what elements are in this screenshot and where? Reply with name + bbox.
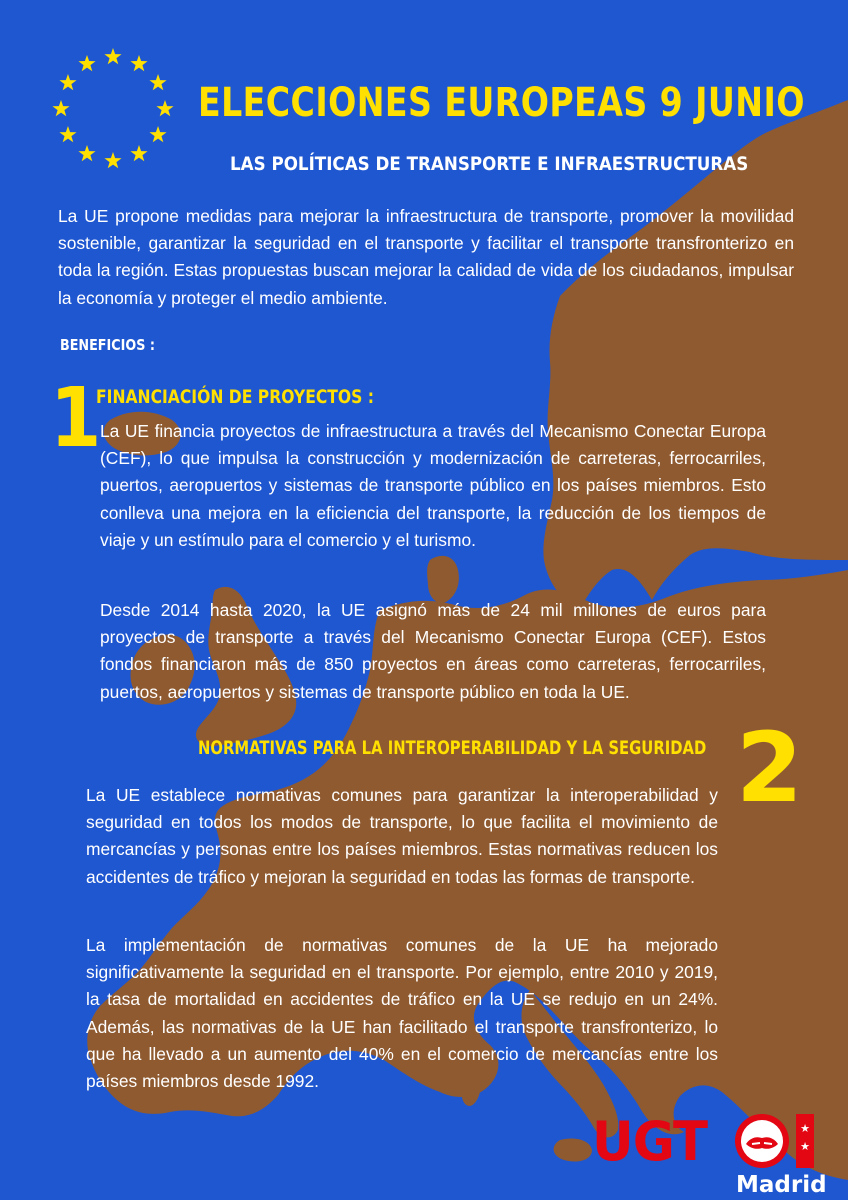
eu-star-icon (104, 48, 121, 64)
section-2-number: 2 (736, 712, 803, 824)
eu-star-icon (156, 100, 173, 116)
benefits-label: BENEFICIOS : (60, 336, 155, 354)
eu-star-icon (130, 55, 147, 71)
eu-star-icon (149, 126, 166, 142)
eu-star-icon (130, 145, 147, 161)
page-title: ELECCIONES EUROPEAS 9 JUNIO (198, 80, 805, 126)
intro-paragraph: La UE propone medidas para mejorar la infraestructura de transporte, promover la movilidad sostenible, garantizar la seguridad en el transporte y facilitar el transporte transfronterizo en toda la región. Estas propuestas buscan mejorar la calidad de vida de los ciudadanos, impulsar la economía y proteger el medio ambiente. (58, 206, 794, 308)
eu-star-icon (59, 74, 76, 90)
eu-star-icon (78, 145, 95, 161)
eu-star-icon (78, 55, 95, 71)
ugt-logo-text: UGT (592, 1110, 708, 1173)
section-1-paragraph-2: Desde 2014 hasta 2020, la UE asignó más de 24 mil millones de euros para proyectos de transporte a través del Mecanismo Conectar Europa (CEF). Estos fondos financiaron más de 850 proyectos en áreas como carreteras, ferrocarriles, puertos, aeropuertos y sistemas de transporte público en toda la UE. (100, 600, 766, 702)
svg-text:★: ★ (800, 1140, 810, 1153)
section-2-paragraph-2: La implementación de normativas comunes de la UE ha mejorado significativamente la seguridad en el transporte. Por ejemplo, entre 2010 y 2019, la tasa de mortalidad en accidentes de tráfico en la UE se redujo en un 24%. Además, las normativas de la UE han facilitado el transporte transfronterizo, lo que ha llevado a un aumento del 40% en el comercio de mercancías entre los países miembros desde 1992. (86, 935, 718, 1092)
svg-text:★: ★ (800, 1122, 810, 1135)
handshake-icon (732, 1110, 818, 1172)
page-subtitle: LAS POLÍTICAS DE TRANSPORTE E INFRAESTRUCTURAS (230, 153, 749, 175)
section-1-title: FINANCIACIÓN DE PROYECTOS : (96, 386, 375, 408)
eu-star-icon (52, 100, 69, 116)
eu-star-icon (149, 74, 166, 90)
section-2-title: NORMATIVAS PARA LA INTEROPERABILIDAD Y LA SEGURIDAD (198, 738, 707, 759)
city-label: Madrid (736, 1172, 827, 1198)
eu-star-icon (104, 152, 121, 168)
ugt-madrid-logo (592, 1108, 832, 1200)
eu-star-icon (59, 126, 76, 142)
section-1-number: 1 (50, 371, 102, 466)
section-2-paragraph-1: La UE establece normativas comunes para garantizar la interoperabilidad y seguridad en todos los modos de transporte, lo que facilita el movimiento de mercancías y personas entre los países miembros. Estas normativas reducen los accidentes de tráfico y mejoran la seguridad en todas las formas de transporte. (86, 785, 718, 887)
eu-stars-icon (48, 44, 178, 174)
section-1-paragraph-1: La UE financia proyectos de infraestructura a través del Mecanismo Conectar Europa (CEF), lo que impulsa la construcción y modernización de carreteras, ferrocarriles, puertos, aeropuertos y sistemas de transporte público en los países miembros. Esto conlleva una mejora en la eficiencia del transporte, la reducción de los tiempos de viaje y un estímulo para el comercio y el turismo. (100, 421, 766, 550)
